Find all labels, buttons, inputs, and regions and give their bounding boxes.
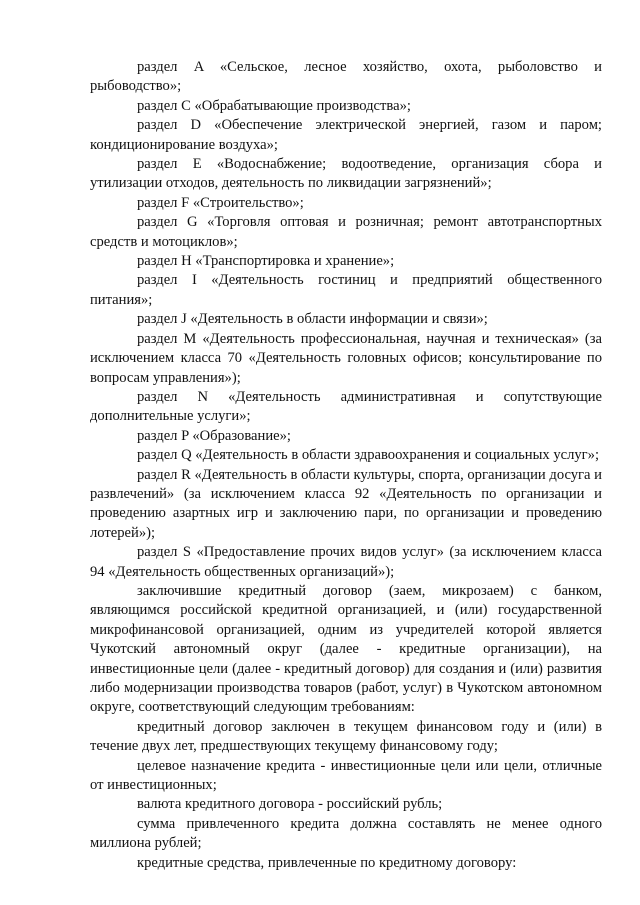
paragraph-section-g: раздел G «Торговля оптовая и розничная; ремонт автотранспортных средств и мотоциклов»;: [90, 214, 602, 250]
paragraph-section-i: раздел I «Деятельность гостиниц и предприятий общественного питания»;: [90, 272, 602, 308]
paragraph-credit-funds: кредитные средства, привлеченные по кредитному договору:: [137, 854, 517, 871]
paragraph-section-c: раздел C «Обрабатывающие производства»;: [137, 97, 411, 114]
paragraph-section-q: раздел Q «Деятельность в области здравоохранения и социальных услуг»;: [137, 447, 600, 464]
paragraph-section-d: раздел D «Обеспечение электрической энергией, газом и паром; кондиционирование воздуха»;: [90, 117, 602, 153]
paragraph-section-p: раздел P «Образование»;: [137, 427, 291, 444]
paragraph-requirement-purpose: целевое назначение кредита - инвестиционные цели или цели, отличные от инвестиционных;: [90, 757, 602, 794]
paragraph-section-m: раздел M «Деятельность профессиональная, научная и техническая» (за исключением класса 70 «Деятельность головных офисов; консультирование по вопросам управления»);: [90, 330, 602, 386]
paragraph-section-s: раздел S «Предоставление прочих видов услуг» (за исключением класса 94 «Деятельность общественных организаций»);: [90, 544, 602, 580]
paragraph-section-e: раздел E «Водоснабжение; водоотведение, организация сбора и утилизации отходов, деятельность по ликвидации загрязнений»;: [90, 156, 602, 192]
paragraph-section-r: раздел R «Деятельность в области культуры, спорта, организации досуга и развлечений» (за исключением класса 92 «Деятельность по организации и проведению азартных игр и заключению пари, по организации и проведению лотерей»);: [90, 466, 602, 541]
paragraph-requirement-term: кредитный договор заключен в текущем финансовом году и (или) в течение двух лет, предшествующих текущему финансовому году;: [90, 718, 602, 755]
paragraph-section-a: раздел A «Сельское, лесное хозяйство, охота, рыболовство и рыбоводство»;: [90, 59, 602, 95]
paragraph-credit-agreement: заключившие кредитный договор (заем, микрозаем) с банком, являющимся российской кредитной организацией, и (или) государственной микрофинансовой организацией, одним из учредителей которой является Чукотский автономный округ (далее - кредитные организации), на инвестиционные цели (далее - кредитный договор) для создания и (или) развития либо модернизации производства товаров (работ, услуг) в Чукотском автономном округе, соответствующий следующим требованиям:: [90, 582, 602, 716]
paragraph-section-h: раздел H «Транспортировка и хранение»;: [137, 253, 395, 270]
paragraph-requirement-currency: валюта кредитного договора - российский рубль;: [137, 796, 443, 813]
paragraph-section-j: раздел J «Деятельность в области информации и связи»;: [137, 311, 488, 328]
paragraph-section-n: раздел N «Деятельность административная и сопутствующие дополнительные услуги»;: [90, 388, 602, 425]
paragraph-section-f: раздел F «Строительство»;: [137, 194, 304, 211]
paragraph-requirement-amount: сумма привлеченного кредита должна составлять не менее одного миллиона рублей;: [90, 815, 602, 852]
document-page: [90, 58, 602, 873]
